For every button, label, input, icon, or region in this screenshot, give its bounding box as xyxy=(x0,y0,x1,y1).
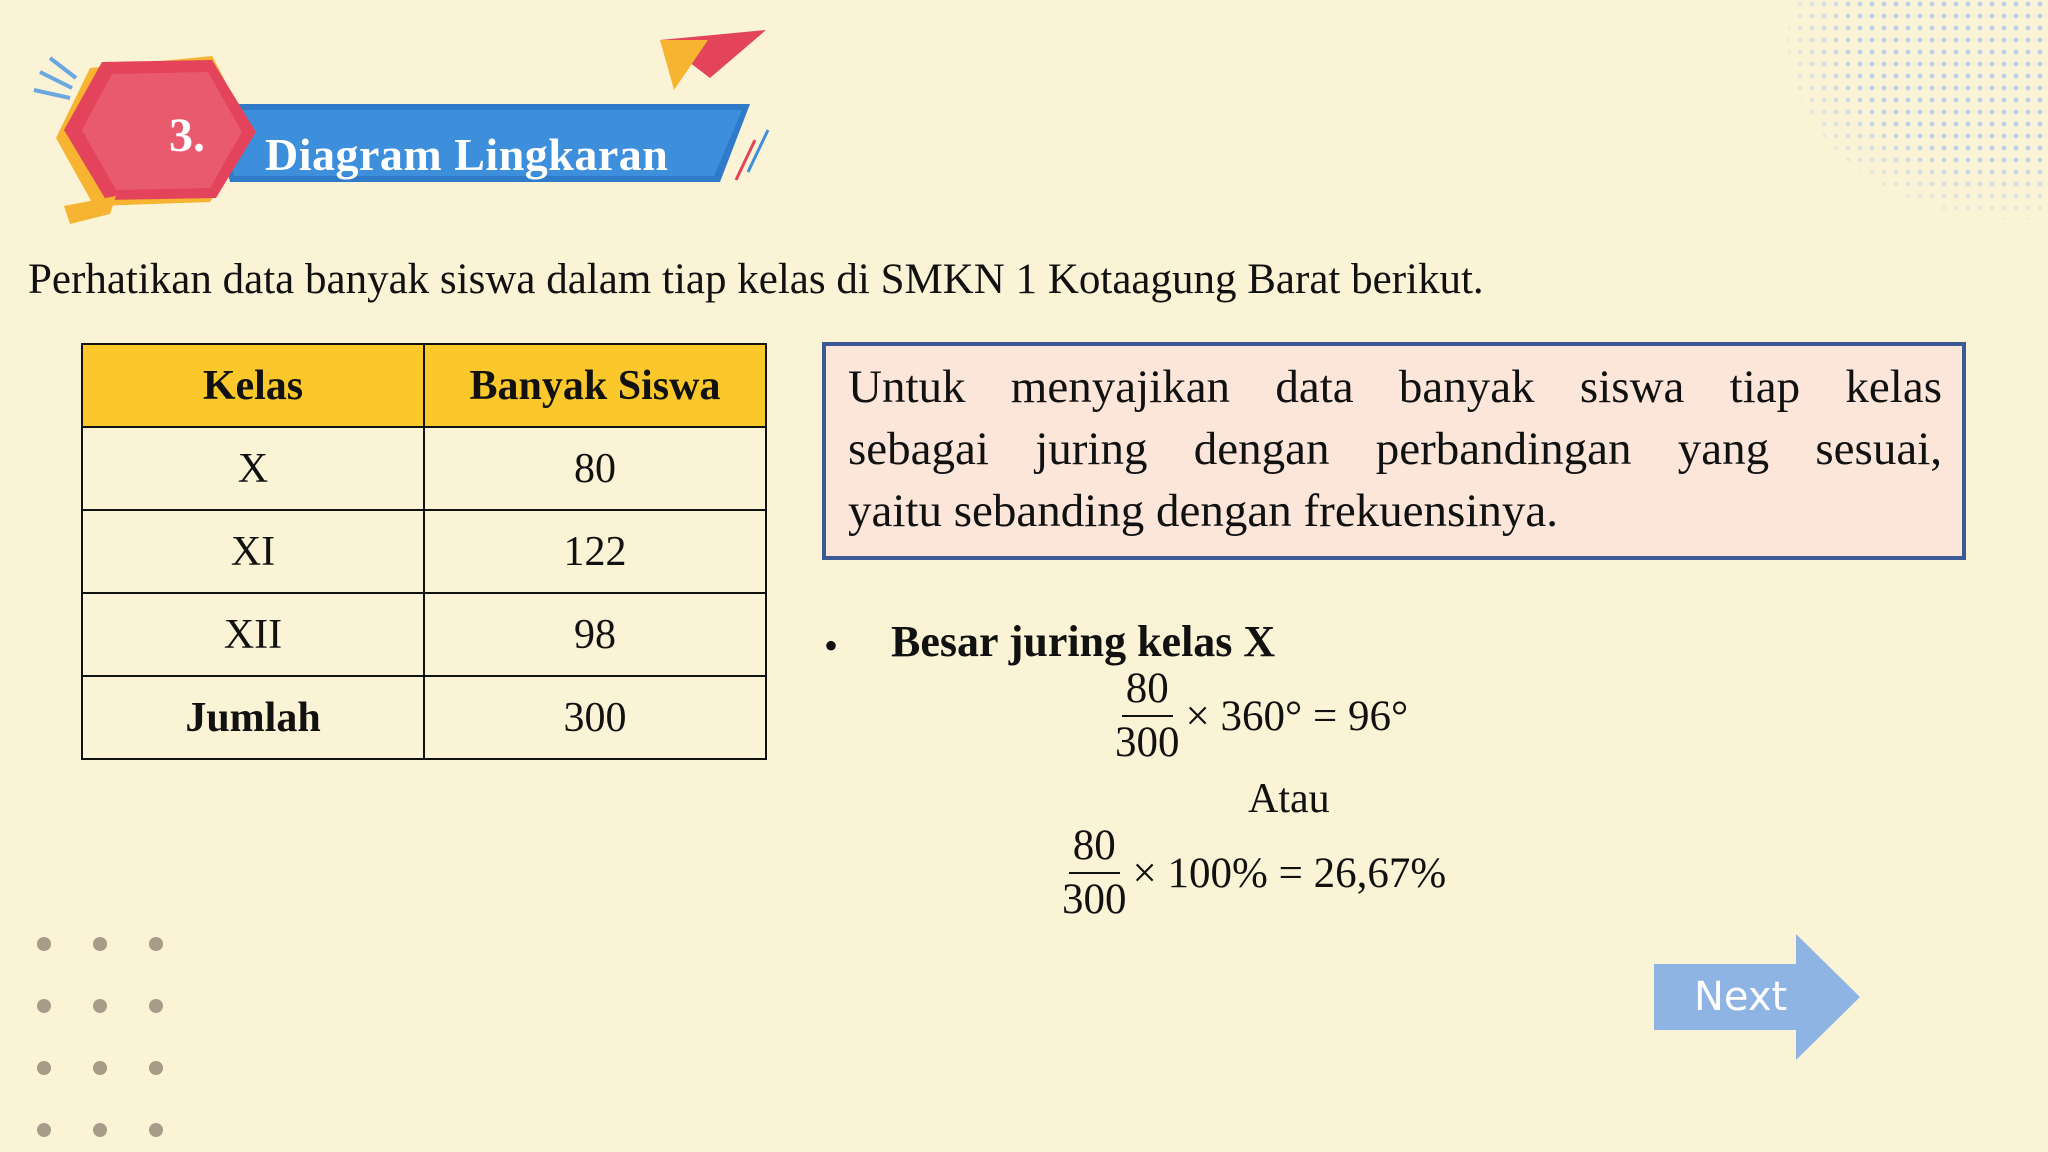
table-total-row xyxy=(82,676,766,759)
info-line-2: sebagai juring dengan perbandingan yang sesuai, xyxy=(848,423,1942,475)
fraction-numerator: 80 xyxy=(1122,665,1173,717)
table-cell-total-value: 300 xyxy=(424,676,766,759)
table-cell-kelas: X xyxy=(82,427,424,510)
badge-graphic xyxy=(20,20,780,230)
section-badge xyxy=(20,20,780,230)
dot-pattern-top xyxy=(1748,0,2048,230)
info-line-3: yaitu sebanding dengan frekuensinya. xyxy=(848,485,1559,537)
dot-pattern-bottom xyxy=(24,920,184,1152)
table-cell-total-label: Jumlah xyxy=(82,676,424,759)
section-number: 3. xyxy=(169,109,205,162)
table-cell-count: 98 xyxy=(424,593,766,676)
fraction-numerator: 80 xyxy=(1069,822,1120,874)
table-cell-kelas: XII xyxy=(82,593,424,676)
or-text: Atau xyxy=(1248,776,1330,822)
bullet-heading: Besar juring kelas X xyxy=(891,617,1276,666)
next-button[interactable] xyxy=(1654,934,1860,1060)
fraction-denominator: 300 xyxy=(1062,876,1127,923)
table-row xyxy=(82,510,766,593)
fraction xyxy=(1115,665,1180,767)
next-button-label: Next xyxy=(1694,974,1788,1020)
table-cell-kelas: XI xyxy=(82,510,424,593)
info-box xyxy=(822,342,1966,560)
column-header-kelas: Kelas xyxy=(82,344,424,427)
table-header-row xyxy=(82,344,766,427)
column-header-banyak-siswa: Banyak Siswa xyxy=(424,344,766,427)
formula-degrees xyxy=(1115,665,1408,767)
section-title: Diagram Lingkaran xyxy=(265,129,669,180)
intro-text: Perhatikan data banyak siswa dalam tiap kelas di SMKN 1 Kotaagung Barat berikut. xyxy=(28,256,1484,303)
fraction xyxy=(1062,822,1127,924)
formula-rest: × 100% = 26,67% xyxy=(1132,849,1447,897)
table-cell-count: 80 xyxy=(424,427,766,510)
fraction-denominator: 300 xyxy=(1115,719,1180,766)
student-count-table xyxy=(81,343,767,760)
formula-percent xyxy=(1062,822,1446,924)
formula-rest: × 360° = 96° xyxy=(1185,692,1409,740)
table-row xyxy=(82,593,766,676)
info-line-1: Untuk menyajikan data banyak siswa tiap kelas xyxy=(848,361,1942,413)
table-row xyxy=(82,427,766,510)
bullet-icon: • xyxy=(824,623,839,668)
table-cell-count: 122 xyxy=(424,510,766,593)
